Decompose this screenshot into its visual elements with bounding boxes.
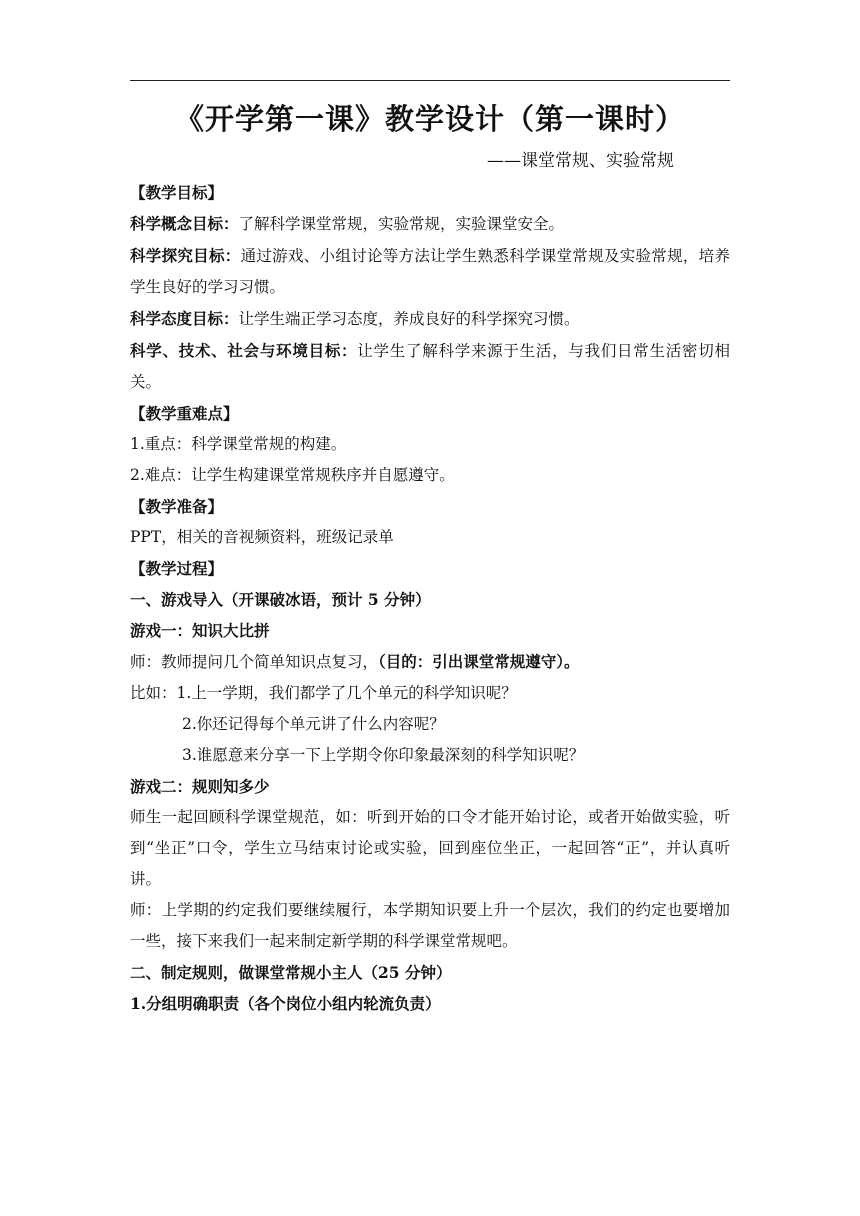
objective-sts <box>130 335 730 398</box>
objective-sts-text: 让学生了解科学来源于生活，与我们日常生活密切相关。 <box>130 342 730 391</box>
objectives-heading: 【教学目标】 <box>130 183 224 202</box>
objective-inquiry-label: 科学探究目标： <box>130 246 241 265</box>
part2-heading: 二、制定规则，做课堂常规小主人（25 分钟） <box>130 963 452 982</box>
key-point-2: 2.难点：让学生构建课堂常规秩序并自愿遵守。 <box>130 466 455 484</box>
key-point-1: 1.重点：科学课堂常规的构建。 <box>130 435 347 453</box>
game2-text: 师生一起回顾科学课堂规范，如：听到开始的口令才能开始讨论，或者开始做实验，听到“坐正”口令，学生立马结束讨论或实验，回到座位坐正，一起回答“正”，并认真听讲。 <box>130 808 730 888</box>
objective-concept <box>130 208 730 240</box>
objective-inquiry <box>130 240 730 303</box>
game1-question-3: 3.谁愿意来分享一下上学期令你印象最深刻的科学知识呢？ <box>182 746 585 764</box>
game1-question-1: 比如：1.上一学期，我们都学了几个单元的科学知识呢？ <box>130 684 517 702</box>
process-heading: 【教学过程】 <box>130 559 224 578</box>
game2-heading: 游戏二：规则知多少 <box>130 777 270 796</box>
game1-teacher-goal: （目的：引出课堂常规遵守）。 <box>378 652 580 671</box>
game1-teacher-text: 师：教师提问几个简单知识点复习， <box>130 653 379 671</box>
game2-teacher: 师：上学期的约定我们要继续履行，本学期知识要上升一个层次，我们的约定也要增加一些，接下来我们一起来制定新学期的科学课堂常规吧。 <box>130 901 730 950</box>
part1-heading: 一、游戏导入（开课破冰语，预计 5 分钟） <box>130 590 431 609</box>
objective-attitude-text: 让学生端正学习态度，养成良好的科学探究习惯。 <box>238 310 580 328</box>
objective-concept-text: 了解科学课堂常规，实验常规，实验课堂安全。 <box>238 215 565 233</box>
preparation-text: PPT，相关的音视频资料，班级记录单 <box>130 528 394 546</box>
objective-concept-label: 科学概念目标： <box>130 214 239 233</box>
document-body <box>130 177 730 1019</box>
game1-heading: 游戏一：知识大比拼 <box>130 621 270 640</box>
objective-attitude <box>130 303 730 335</box>
document-subtitle: ——课堂常规、实验常规 <box>487 151 674 171</box>
part2-item-1: 1.分组明确职责（各个岗位小组内轮流负责） <box>130 994 441 1013</box>
objective-attitude-label: 科学态度目标： <box>130 309 239 328</box>
objective-inquiry-text: 通过游戏、小组讨论等方法让学生熟悉科学课堂常规及实验常规，培养学生良好的学习习惯。 <box>130 247 730 296</box>
game1-teacher <box>130 646 730 678</box>
document-title: 《开学第一课》教学设计（第一课时） <box>174 102 685 136</box>
header-rule <box>130 80 730 81</box>
key-points-heading: 【教学重难点】 <box>130 404 239 423</box>
preparation-heading: 【教学准备】 <box>130 497 224 516</box>
objective-sts-label: 科学、技术、社会与环境目标： <box>130 341 358 360</box>
game1-question-2: 2.你还记得每个单元讲了什么内容呢？ <box>182 715 445 733</box>
